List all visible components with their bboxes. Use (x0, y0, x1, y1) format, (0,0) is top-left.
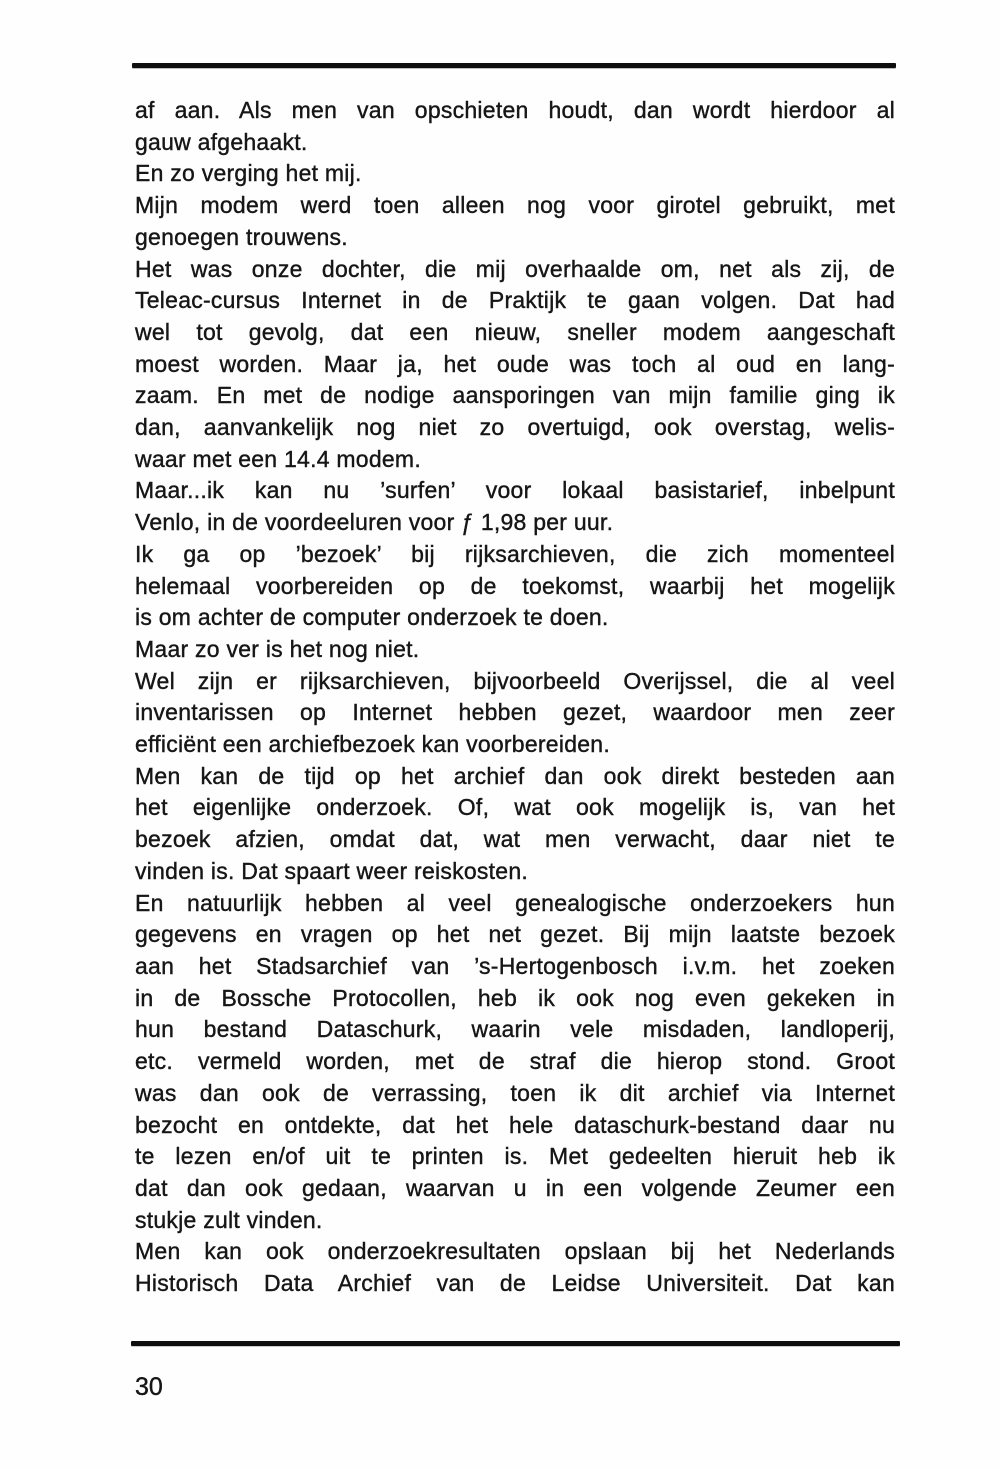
text-line: En zo verging het mij. (135, 160, 362, 187)
text-line: genoegen trouwens. (135, 223, 348, 250)
text-line: etc. vermeld worden, met de straf die hierop stond. Groot (135, 1048, 895, 1075)
text-line: waar met een 14.4 modem. (135, 445, 421, 472)
text-line: dat dan ook gedaan, waarvan u in een volgende Zeumer een (135, 1174, 895, 1201)
text-line: Maar zo ver is het nog niet. (135, 635, 420, 662)
text-line: Het was onze dochter, die mij overhaalde om, net als zij, de (135, 255, 895, 282)
text-line: bezoek afzien, omdat dat, wat men verwacht, daar niet te (135, 826, 895, 853)
text-line: Men kan ook onderzoekresultaten opslaan bij het Nederlands (135, 1238, 895, 1265)
text-line: Historisch Data Archief van de Leidse Universiteit. Dat kan (135, 1270, 895, 1297)
body-text (135, 95, 895, 1300)
text-line: gegevens en vragen op het net gezet. Bij mijn laatste bezoek (135, 921, 895, 948)
text-line: is om achter de computer onderzoek te doen. (135, 604, 609, 631)
top-rule (132, 63, 896, 68)
bottom-rule (131, 1341, 900, 1346)
text-line: te lezen en/of uit te printen is. Met gedeelten hieruit heb ik (135, 1143, 895, 1170)
text-line: efficiënt een archiefbezoek kan voorbereiden. (135, 731, 610, 758)
text-line: Teleac-cursus Internet in de Praktijk te gaan volgen. Dat had (135, 287, 895, 314)
text-line: inventarissen op Internet hebben gezet, waardoor men zeer (135, 699, 895, 726)
text-line: in de Bossche Protocollen, heb ik ook nog even gekeken in (135, 984, 895, 1011)
text-line: af aan. Als men van opschieten houdt, dan wordt hierdoor al (135, 97, 895, 123)
text-line: was dan ook de verrassing, toen ik dit archief via Internet (135, 1079, 895, 1106)
text-line: zaam. En met de nodige aansporingen van mijn familie ging ik (135, 382, 895, 409)
text-line: bezocht en ontdekte, dat het hele dataschurk-bestand daar nu (135, 1111, 895, 1138)
text-line: dan, aanvankelijk nog niet zo overtuigd, ook overstag, welis- (135, 414, 895, 441)
text-line: vinden is. Dat spaart weer reiskosten. (135, 857, 529, 884)
text-line: Maar...ik kan nu ’surfen’ voor lokaal basistarief, inbelpunt (135, 477, 895, 504)
text-line: hun bestand Dataschurk, waarin vele misdaden, landloperij, (135, 1016, 895, 1043)
text-line: het eigenlijke onderzoek. Of, wat ook mogelijk is, van het (135, 794, 895, 821)
text-line: En natuurlijk hebben al veel genealogische onderzoekers hun (135, 889, 895, 916)
text-line: helemaal voorbereiden op de toekomst, waarbij het mogelijk (135, 572, 895, 599)
text-line: Men kan de tijd op het archief dan ook direkt besteden aan (135, 762, 895, 789)
text-line: Ik ga op ’bezoek’ bij rijksarchieven, die zich momenteel (135, 540, 895, 567)
text-line: wel tot gevolg, dat een nieuw, sneller modem aangeschaft (135, 318, 895, 345)
text-line: Venlo, in de voordeeluren voor ƒ 1,98 per uur. (135, 509, 614, 536)
text-line: gauw afgehaakt. (135, 128, 308, 155)
text-line: stukje zult vinden. (135, 1206, 323, 1233)
text-line: moest worden. Maar ja, het oude was toch al oud en lang- (135, 350, 895, 377)
text-line: aan het Stadsarchief van ’s-Hertogenbosch i.v.m. het zoeken (135, 952, 895, 979)
text-line: Wel zijn er rijksarchieven, bijvoorbeeld Overijssel, die al veel (135, 667, 895, 694)
page-number: 30 (135, 1373, 163, 1401)
text-line: Mijn modem werd toen alleen nog voor girotel gebruikt, met (135, 192, 895, 219)
